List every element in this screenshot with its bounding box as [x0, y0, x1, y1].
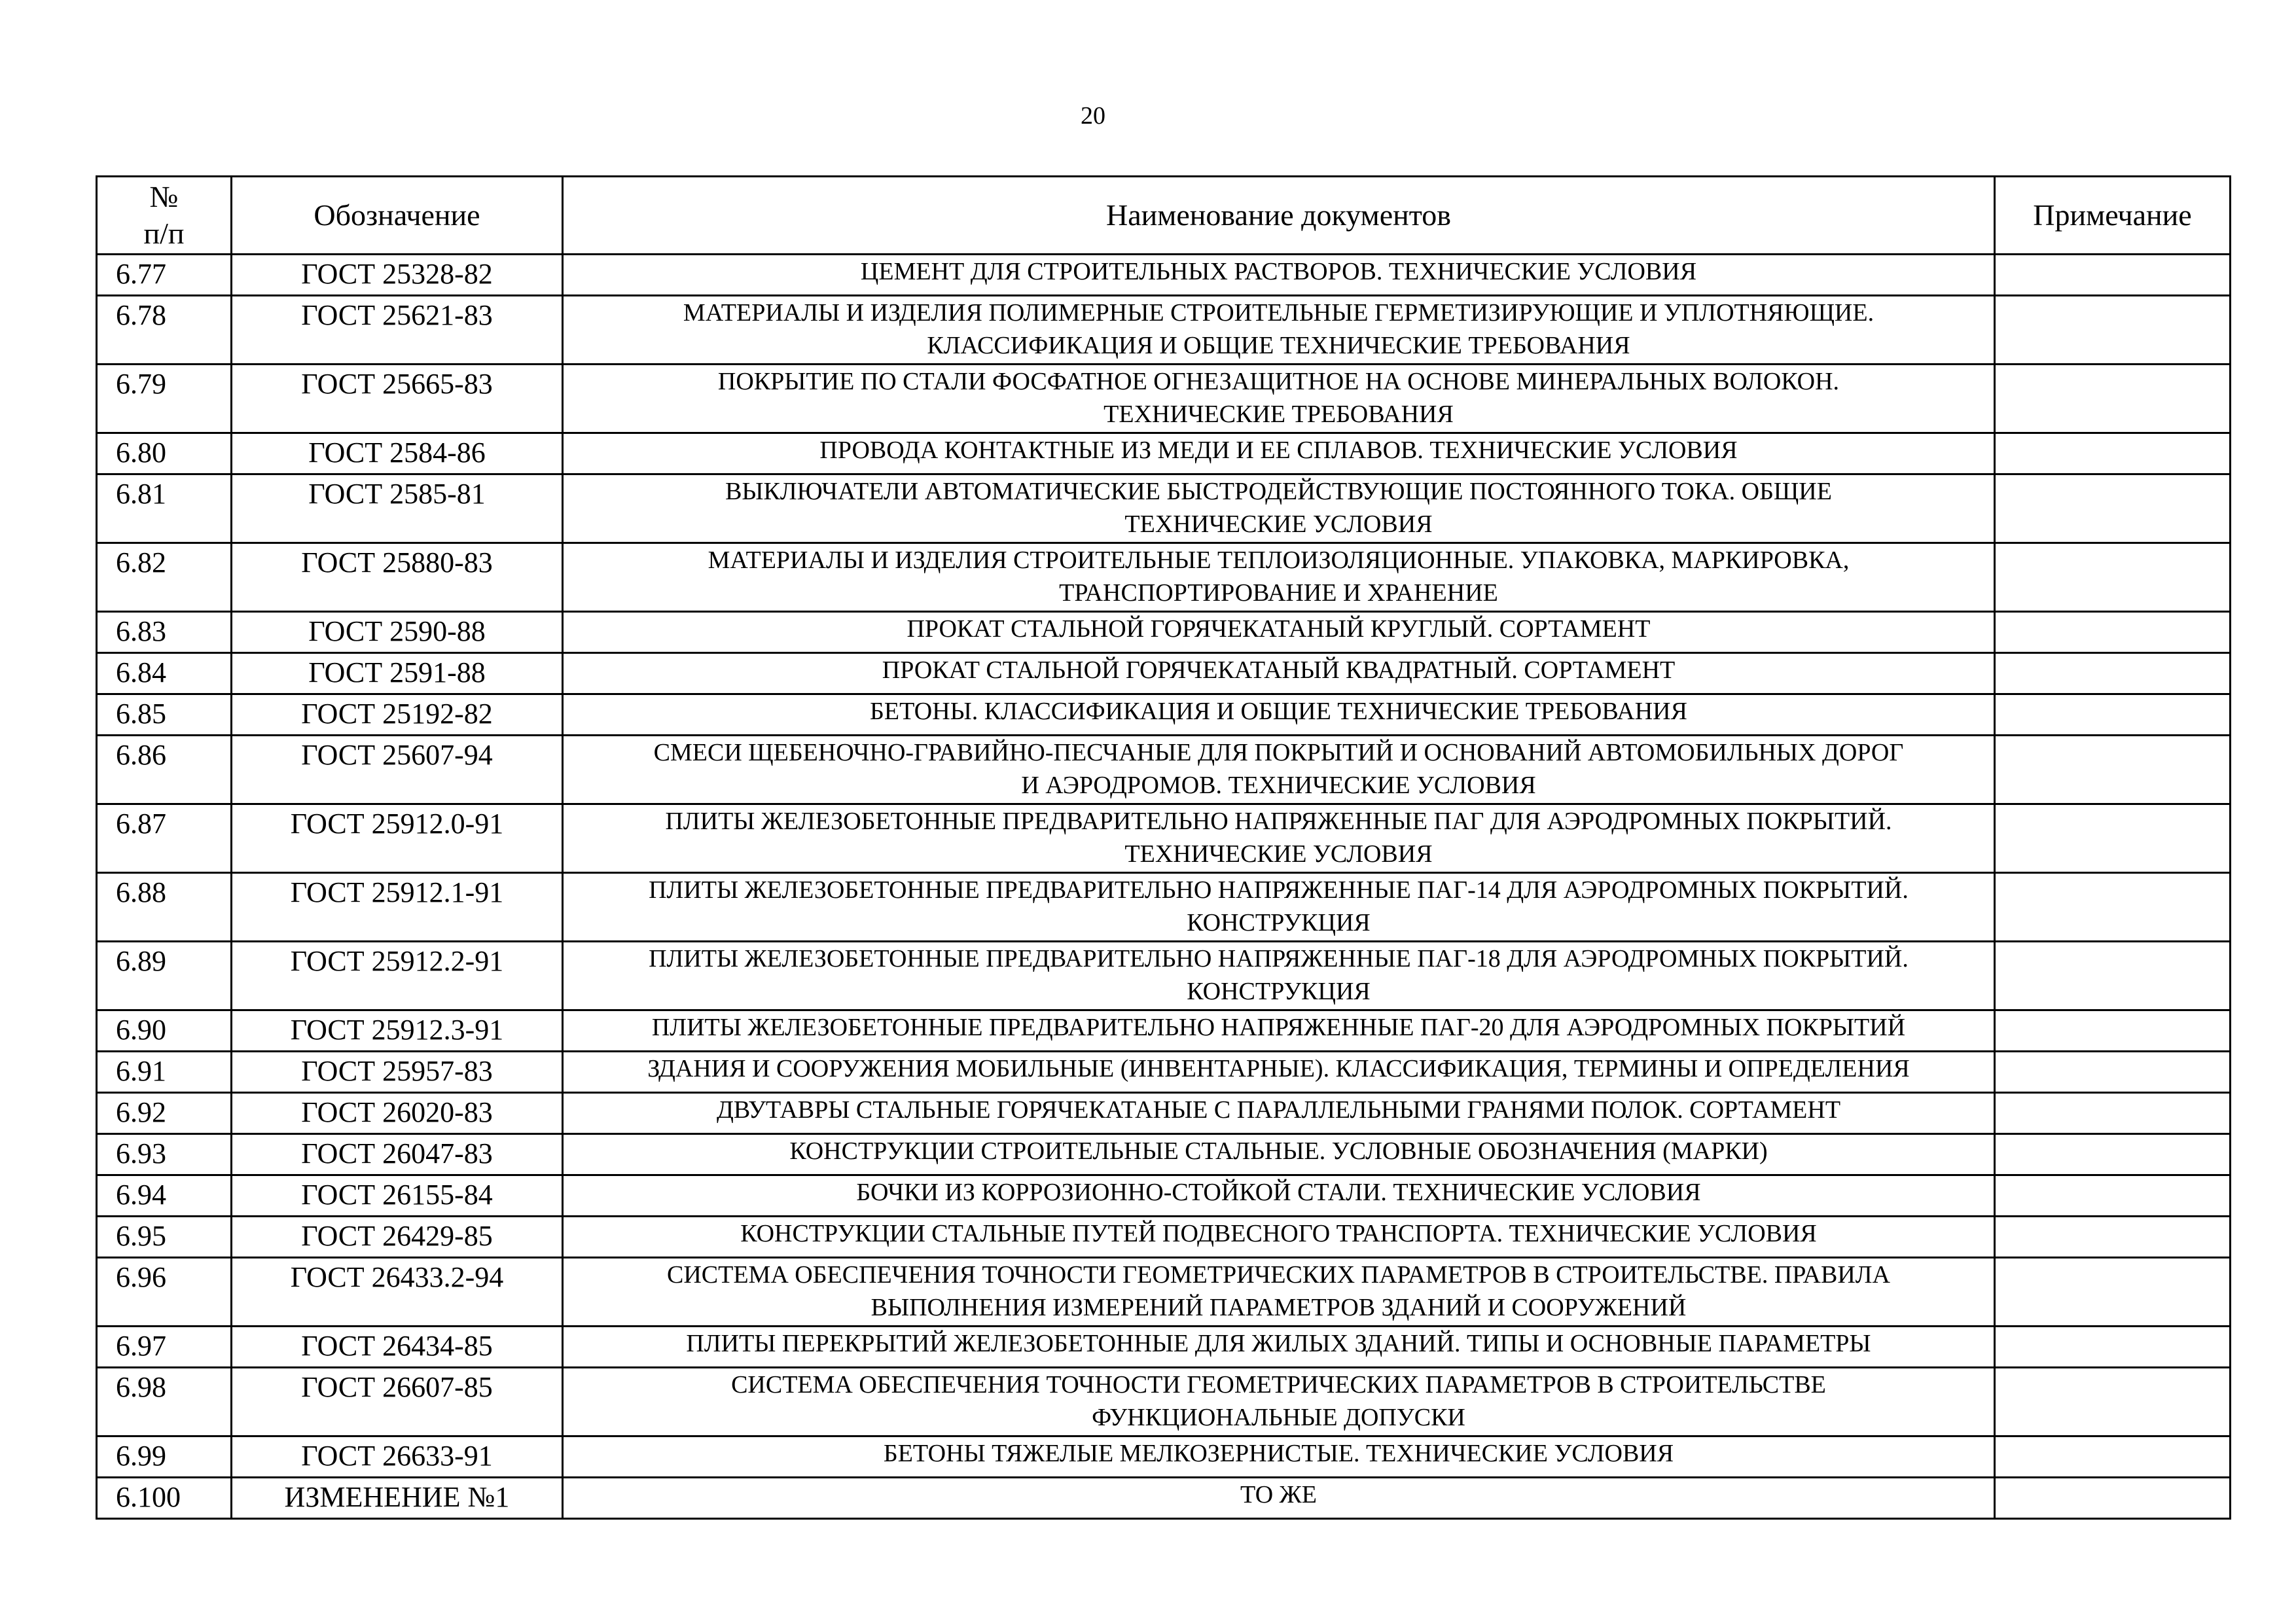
row-note — [1995, 1010, 2231, 1052]
row-designation: ИЗМЕНЕНИЕ №1 — [232, 1478, 563, 1519]
table-row — [97, 804, 2231, 873]
table-row — [97, 1327, 2231, 1368]
row-document-name: ПОКРЫТИЕ ПО СТАЛИ ФОСФАТНОЕ ОГНЕЗАЩИТНОЕ НА ОСНОВЕ МИНЕРАЛЬНЫХ ВОЛОКОН. ТЕХНИЧЕСКИЕ ТРЕБОВАНИЯ — [563, 365, 1995, 433]
documents-table — [96, 175, 2231, 1520]
table-row — [97, 1093, 2231, 1134]
table-row — [97, 433, 2231, 474]
row-designation: ГОСТ 25912.1-91 — [232, 873, 563, 942]
row-designation: ГОСТ 26155-84 — [232, 1175, 563, 1217]
row-document-name: ТО ЖЕ — [563, 1478, 1995, 1519]
row-number: 6.87 — [97, 804, 232, 873]
row-number: 6.93 — [97, 1134, 232, 1175]
row-document-name: ПРОКАТ СТАЛЬНОЙ ГОРЯЧЕКАТАНЫЙ КВАДРАТНЫЙ. СОРТАМЕНТ — [563, 653, 1995, 694]
row-note — [1995, 1175, 2231, 1217]
table-row — [97, 942, 2231, 1010]
row-document-name: БЕТОНЫ ТЯЖЕЛЫЕ МЕЛКОЗЕРНИСТЫЕ. ТЕХНИЧЕСКИЕ УСЛОВИЯ — [563, 1436, 1995, 1478]
row-note — [1995, 296, 2231, 365]
row-note — [1995, 1093, 2231, 1134]
row-designation: ГОСТ 25912.0-91 — [232, 804, 563, 873]
row-note — [1995, 255, 2231, 296]
row-number: 6.97 — [97, 1327, 232, 1368]
row-document-name: ПЛИТЫ ПЕРЕКРЫТИЙ ЖЕЛЕЗОБЕТОННЫЕ ДЛЯ ЖИЛЫХ ЗДАНИЙ. ТИПЫ И ОСНОВНЫЕ ПАРАМЕТРЫ — [563, 1327, 1995, 1368]
table-header-row — [97, 177, 2231, 255]
table-row — [97, 255, 2231, 296]
row-document-name: КОНСТРУКЦИИ СТРОИТЕЛЬНЫЕ СТАЛЬНЫЕ. УСЛОВНЫЕ ОБОЗНАЧЕНИЯ (МАРКИ) — [563, 1134, 1995, 1175]
row-document-name: ПЛИТЫ ЖЕЛЕЗОБЕТОННЫЕ ПРЕДВАРИТЕЛЬНО НАПРЯЖЕННЫЕ ПАГ-14 ДЛЯ АЭРОДРОМНЫХ ПОКРЫТИЙ. КОНСТРУКЦИЯ — [563, 873, 1995, 942]
row-document-name: МАТЕРИАЛЫ И ИЗДЕЛИЯ ПОЛИМЕРНЫЕ СТРОИТЕЛЬНЫЕ ГЕРМЕТИЗИРУЮЩИЕ И УПЛОТНЯЮЩИЕ. КЛАССИФИКАЦИЯ И ОБЩИЕ ТЕХНИЧЕСКИЕ ТРЕБОВАНИЯ — [563, 296, 1995, 365]
table-row — [97, 474, 2231, 543]
row-number: 6.91 — [97, 1052, 232, 1093]
table-row — [97, 612, 2231, 653]
table-row — [97, 1436, 2231, 1478]
row-number: 6.84 — [97, 653, 232, 694]
row-document-name: СИСТЕМА ОБЕСПЕЧЕНИЯ ТОЧНОСТИ ГЕОМЕТРИЧЕСКИХ ПАРАМЕТРОВ В СТРОИТЕЛЬСТВЕ ФУНКЦИОНАЛЬНЫЕ ДОПУСКИ — [563, 1368, 1995, 1436]
row-note — [1995, 543, 2231, 612]
row-note — [1995, 1052, 2231, 1093]
row-number: 6.98 — [97, 1368, 232, 1436]
page-number: 20 — [1081, 102, 1105, 130]
row-designation: ГОСТ 26020-83 — [232, 1093, 563, 1134]
row-designation: ГОСТ 25607-94 — [232, 736, 563, 804]
row-number: 6.99 — [97, 1436, 232, 1478]
row-document-name: СИСТЕМА ОБЕСПЕЧЕНИЯ ТОЧНОСТИ ГЕОМЕТРИЧЕСКИХ ПАРАМЕТРОВ В СТРОИТЕЛЬСТВЕ. ПРАВИЛА ВЫПОЛНЕНИЯ ИЗМЕРЕНИЙ ПАРАМЕТРОВ ЗДАНИЙ И СООРУЖЕНИЙ — [563, 1258, 1995, 1327]
row-document-name: БОЧКИ ИЗ КОРРОЗИОННО-СТОЙКОЙ СТАЛИ. ТЕХНИЧЕСКИЕ УСЛОВИЯ — [563, 1175, 1995, 1217]
row-note — [1995, 1134, 2231, 1175]
row-designation: ГОСТ 25665-83 — [232, 365, 563, 433]
row-note — [1995, 1478, 2231, 1519]
row-number: 6.100 — [97, 1478, 232, 1519]
row-note — [1995, 1436, 2231, 1478]
row-note — [1995, 653, 2231, 694]
row-number: 6.78 — [97, 296, 232, 365]
row-note — [1995, 694, 2231, 736]
row-designation: ГОСТ 26607-85 — [232, 1368, 563, 1436]
row-designation: ГОСТ 25912.2-91 — [232, 942, 563, 1010]
row-designation: ГОСТ 26047-83 — [232, 1134, 563, 1175]
header-number: № п/п — [97, 177, 232, 255]
row-designation: ГОСТ 25328-82 — [232, 255, 563, 296]
row-designation: ГОСТ 25957-83 — [232, 1052, 563, 1093]
row-designation: ГОСТ 2591-88 — [232, 653, 563, 694]
row-number: 6.86 — [97, 736, 232, 804]
table-row — [97, 365, 2231, 433]
table-row — [97, 296, 2231, 365]
row-document-name: ДВУТАВРЫ СТАЛЬНЫЕ ГОРЯЧЕКАТАНЫЕ С ПАРАЛЛЕЛЬНЫМИ ГРАНЯМИ ПОЛОК. СОРТАМЕНТ — [563, 1093, 1995, 1134]
row-document-name: БЕТОНЫ. КЛАССИФИКАЦИЯ И ОБЩИЕ ТЕХНИЧЕСКИЕ ТРЕБОВАНИЯ — [563, 694, 1995, 736]
row-note — [1995, 365, 2231, 433]
table-body — [97, 255, 2231, 1519]
table-row — [97, 1258, 2231, 1327]
row-designation: ГОСТ 26633-91 — [232, 1436, 563, 1478]
row-number: 6.77 — [97, 255, 232, 296]
table-row — [97, 1478, 2231, 1519]
table-row — [97, 1052, 2231, 1093]
row-number: 6.88 — [97, 873, 232, 942]
row-designation: ГОСТ 25621-83 — [232, 296, 563, 365]
table-row — [97, 653, 2231, 694]
row-number: 6.92 — [97, 1093, 232, 1134]
table-row — [97, 1010, 2231, 1052]
row-document-name: ВЫКЛЮЧАТЕЛИ АВТОМАТИЧЕСКИЕ БЫСТРОДЕЙСТВУЮЩИЕ ПОСТОЯННОГО ТОКА. ОБЩИЕ ТЕХНИЧЕСКИЕ УСЛОВИЯ — [563, 474, 1995, 543]
row-document-name: СМЕСИ ЩЕБЕНОЧНО-ГРАВИЙНО-ПЕСЧАНЫЕ ДЛЯ ПОКРЫТИЙ И ОСНОВАНИЙ АВТОМОБИЛЬНЫХ ДОРОГ И АЭРОДРОМОВ. ТЕХНИЧЕСКИЕ УСЛОВИЯ — [563, 736, 1995, 804]
row-note — [1995, 433, 2231, 474]
row-number: 6.81 — [97, 474, 232, 543]
table-row — [97, 1175, 2231, 1217]
row-document-name: ПЛИТЫ ЖЕЛЕЗОБЕТОННЫЕ ПРЕДВАРИТЕЛЬНО НАПРЯЖЕННЫЕ ПАГ-20 ДЛЯ АЭРОДРОМНЫХ ПОКРЫТИЙ — [563, 1010, 1995, 1052]
row-designation: ГОСТ 26434-85 — [232, 1327, 563, 1368]
row-number: 6.96 — [97, 1258, 232, 1327]
row-designation: ГОСТ 26429-85 — [232, 1217, 563, 1258]
row-number: 6.94 — [97, 1175, 232, 1217]
row-document-name: ПЛИТЫ ЖЕЛЕЗОБЕТОННЫЕ ПРЕДВАРИТЕЛЬНО НАПРЯЖЕННЫЕ ПАГ ДЛЯ АЭРОДРОМНЫХ ПОКРЫТИЙ. ТЕХНИЧЕСКИЕ УСЛОВИЯ — [563, 804, 1995, 873]
row-designation: ГОСТ 25192-82 — [232, 694, 563, 736]
row-note — [1995, 1368, 2231, 1436]
row-note — [1995, 612, 2231, 653]
table-row — [97, 694, 2231, 736]
row-designation: ГОСТ 2585-81 — [232, 474, 563, 543]
row-number: 6.79 — [97, 365, 232, 433]
row-number: 6.83 — [97, 612, 232, 653]
row-designation: ГОСТ 25880-83 — [232, 543, 563, 612]
table-row — [97, 1368, 2231, 1436]
row-note — [1995, 873, 2231, 942]
table-row — [97, 1134, 2231, 1175]
table-row — [97, 1217, 2231, 1258]
header-document-name: Наименование документов — [563, 177, 1995, 255]
row-note — [1995, 942, 2231, 1010]
table-row — [97, 543, 2231, 612]
row-document-name: КОНСТРУКЦИИ СТАЛЬНЫЕ ПУТЕЙ ПОДВЕСНОГО ТРАНСПОРТА. ТЕХНИЧЕСКИЕ УСЛОВИЯ — [563, 1217, 1995, 1258]
table-row — [97, 873, 2231, 942]
row-designation: ГОСТ 26433.2-94 — [232, 1258, 563, 1327]
row-note — [1995, 1217, 2231, 1258]
row-designation: ГОСТ 2584-86 — [232, 433, 563, 474]
row-document-name: МАТЕРИАЛЫ И ИЗДЕЛИЯ СТРОИТЕЛЬНЫЕ ТЕПЛОИЗОЛЯЦИОННЫЕ. УПАКОВКА, МАРКИРОВКА, ТРАНСПОРТИРОВАНИЕ И ХРАНЕНИЕ — [563, 543, 1995, 612]
row-document-name: ЦЕМЕНТ ДЛЯ СТРОИТЕЛЬНЫХ РАСТВОРОВ. ТЕХНИЧЕСКИЕ УСЛОВИЯ — [563, 255, 1995, 296]
row-designation: ГОСТ 25912.3-91 — [232, 1010, 563, 1052]
row-document-name: ПРОВОДА КОНТАКТНЫЕ ИЗ МЕДИ И ЕЕ СПЛАВОВ. ТЕХНИЧЕСКИЕ УСЛОВИЯ — [563, 433, 1995, 474]
row-number: 6.90 — [97, 1010, 232, 1052]
row-note — [1995, 474, 2231, 543]
header-designation: Обозначение — [232, 177, 563, 255]
row-number: 6.82 — [97, 543, 232, 612]
row-document-name: ПРОКАТ СТАЛЬНОЙ ГОРЯЧЕКАТАНЫЙ КРУГЛЫЙ. СОРТАМЕНТ — [563, 612, 1995, 653]
row-number: 6.85 — [97, 694, 232, 736]
row-designation: ГОСТ 2590-88 — [232, 612, 563, 653]
header-note: Примечание — [1995, 177, 2231, 255]
table-row — [97, 736, 2231, 804]
row-number: 6.80 — [97, 433, 232, 474]
row-note — [1995, 736, 2231, 804]
row-document-name: ПЛИТЫ ЖЕЛЕЗОБЕТОННЫЕ ПРЕДВАРИТЕЛЬНО НАПРЯЖЕННЫЕ ПАГ-18 ДЛЯ АЭРОДРОМНЫХ ПОКРЫТИЙ. КОНСТРУКЦИЯ — [563, 942, 1995, 1010]
row-note — [1995, 804, 2231, 873]
row-note — [1995, 1327, 2231, 1368]
row-document-name: ЗДАНИЯ И СООРУЖЕНИЯ МОБИЛЬНЫЕ (ИНВЕНТАРНЫЕ). КЛАССИФИКАЦИЯ, ТЕРМИНЫ И ОПРЕДЕЛЕНИЯ — [563, 1052, 1995, 1093]
row-note — [1995, 1258, 2231, 1327]
row-number: 6.95 — [97, 1217, 232, 1258]
row-number: 6.89 — [97, 942, 232, 1010]
